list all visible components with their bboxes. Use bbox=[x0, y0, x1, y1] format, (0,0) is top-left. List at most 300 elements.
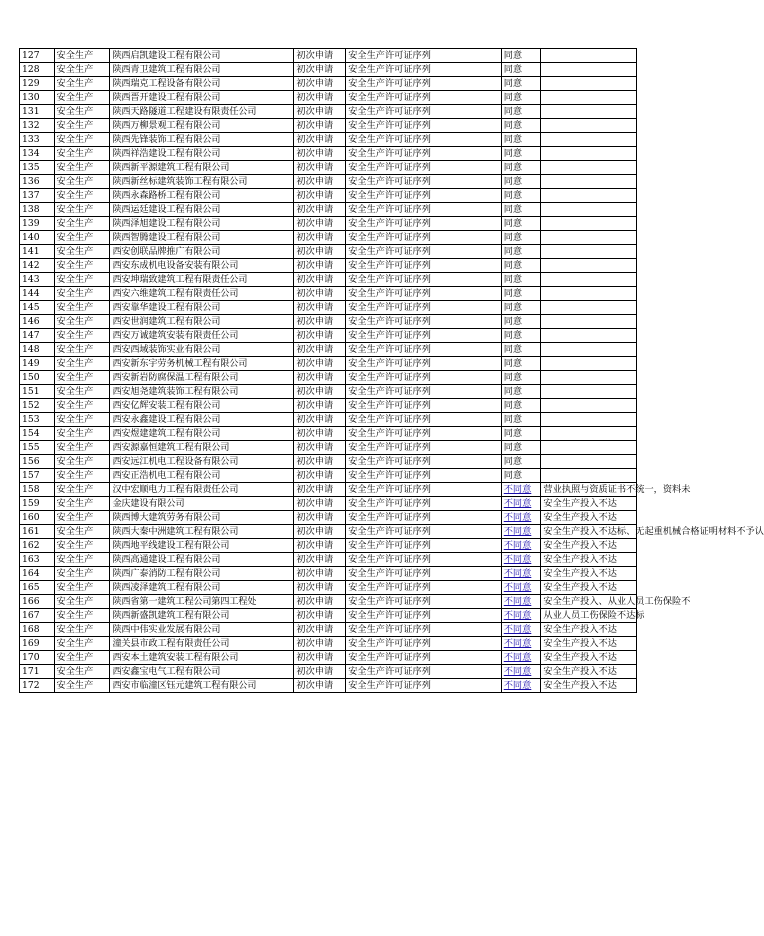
row-number: 129 bbox=[20, 77, 55, 91]
company-name-cell: 西安西域装饰实业有限公司 bbox=[110, 343, 294, 357]
note-cell bbox=[541, 119, 637, 133]
row-number: 167 bbox=[20, 609, 55, 623]
result-cell: 同意 bbox=[501, 49, 541, 63]
application-type-cell: 初次申请 bbox=[294, 273, 346, 287]
company-name-cell: 西安新岩防腐保温工程有限公司 bbox=[110, 371, 294, 385]
company-name-cell: 陕西凌泽建筑工程有限公司 bbox=[110, 581, 294, 595]
result-cell: 同意 bbox=[501, 203, 541, 217]
row-number: 134 bbox=[20, 147, 55, 161]
table-row bbox=[20, 189, 637, 203]
table-row bbox=[20, 651, 637, 665]
note-cell: 安全生产投入不达 bbox=[541, 511, 637, 525]
application-type-cell: 初次申请 bbox=[294, 203, 346, 217]
note-cell bbox=[541, 63, 637, 77]
category-cell: 安全生产 bbox=[54, 147, 110, 161]
application-type-cell: 初次申请 bbox=[294, 217, 346, 231]
result-cell: 不同意 bbox=[501, 595, 541, 609]
note-cell: 安全生产投入不达 bbox=[541, 651, 637, 665]
application-type-cell: 初次申请 bbox=[294, 329, 346, 343]
company-name-cell: 陕西省第一建筑工程公司第四工程处 bbox=[110, 595, 294, 609]
license-sequence-cell: 安全生产许可证序列 bbox=[346, 203, 502, 217]
company-name-cell: 陕西新丝标建筑装饰工程有限公司 bbox=[110, 175, 294, 189]
row-number: 149 bbox=[20, 357, 55, 371]
company-name-cell: 西安六维建筑工程有限责任公司 bbox=[110, 287, 294, 301]
row-number: 155 bbox=[20, 441, 55, 455]
note-cell bbox=[541, 49, 637, 63]
row-number: 158 bbox=[20, 483, 55, 497]
note-cell bbox=[541, 427, 637, 441]
application-type-cell: 初次申请 bbox=[294, 497, 346, 511]
application-type-cell: 初次申请 bbox=[294, 469, 346, 483]
application-type-cell: 初次申请 bbox=[294, 511, 346, 525]
category-cell: 安全生产 bbox=[54, 665, 110, 679]
result-cell: 同意 bbox=[501, 427, 541, 441]
application-type-cell: 初次申请 bbox=[294, 427, 346, 441]
license-sequence-cell: 安全生产许可证序列 bbox=[346, 147, 502, 161]
license-sequence-cell: 安全生产许可证序列 bbox=[346, 595, 502, 609]
note-cell: 安全生产投入不达 bbox=[541, 567, 637, 581]
result-cell: 同意 bbox=[501, 63, 541, 77]
application-type-cell: 初次申请 bbox=[294, 77, 346, 91]
company-name-cell: 西安旭尧建筑装饰工程有限公司 bbox=[110, 385, 294, 399]
company-name-cell: 西安永鑫建设工程有限公司 bbox=[110, 413, 294, 427]
category-cell: 安全生产 bbox=[54, 231, 110, 245]
application-type-cell: 初次申请 bbox=[294, 49, 346, 63]
note-cell bbox=[541, 343, 637, 357]
company-name-cell: 陕西瑞克工程设备有限公司 bbox=[110, 77, 294, 91]
application-type-cell: 初次申请 bbox=[294, 539, 346, 553]
note-cell bbox=[541, 301, 637, 315]
company-name-cell: 西安亿辉安装工程有限公司 bbox=[110, 399, 294, 413]
company-name-cell: 陕西青卫建筑工程有限公司 bbox=[110, 63, 294, 77]
table-row bbox=[20, 77, 637, 91]
table-row bbox=[20, 161, 637, 175]
license-sequence-cell: 安全生产许可证序列 bbox=[346, 665, 502, 679]
license-sequence-cell: 安全生产许可证序列 bbox=[346, 343, 502, 357]
row-number: 151 bbox=[20, 385, 55, 399]
company-name-cell: 陕西地平线建设工程有限公司 bbox=[110, 539, 294, 553]
category-cell: 安全生产 bbox=[54, 343, 110, 357]
license-sequence-cell: 安全生产许可证序列 bbox=[346, 609, 502, 623]
result-cell: 同意 bbox=[501, 119, 541, 133]
row-number: 170 bbox=[20, 651, 55, 665]
license-sequence-cell: 安全生产许可证序列 bbox=[346, 315, 502, 329]
category-cell: 安全生产 bbox=[54, 315, 110, 329]
license-sequence-cell: 安全生产许可证序列 bbox=[346, 259, 502, 273]
category-cell: 安全生产 bbox=[54, 161, 110, 175]
table-row bbox=[20, 567, 637, 581]
company-name-cell: 西安源嘉恒建筑工程有限公司 bbox=[110, 441, 294, 455]
note-cell: 安全生产投入、从业人员工伤保险不 bbox=[541, 595, 637, 609]
company-name-cell: 陕西祥浩建设工程有限公司 bbox=[110, 147, 294, 161]
company-name-cell: 陕西启凯建设工程有限公司 bbox=[110, 49, 294, 63]
result-cell: 不同意 bbox=[501, 581, 541, 595]
category-cell: 安全生产 bbox=[54, 385, 110, 399]
category-cell: 安全生产 bbox=[54, 441, 110, 455]
result-cell: 不同意 bbox=[501, 539, 541, 553]
note-cell: 安全生产投入不达 bbox=[541, 497, 637, 511]
note-cell bbox=[541, 315, 637, 329]
row-number: 160 bbox=[20, 511, 55, 525]
row-number: 146 bbox=[20, 315, 55, 329]
row-number: 156 bbox=[20, 455, 55, 469]
result-cell: 同意 bbox=[501, 455, 541, 469]
row-number: 130 bbox=[20, 91, 55, 105]
license-sequence-cell: 安全生产许可证序列 bbox=[346, 413, 502, 427]
table-row bbox=[20, 301, 637, 315]
note-cell bbox=[541, 413, 637, 427]
table-row bbox=[20, 553, 637, 567]
company-name-cell: 西安市临潼区钰元建筑工程有限公司 bbox=[110, 679, 294, 693]
license-sequence-cell: 安全生产许可证序列 bbox=[346, 427, 502, 441]
table-row bbox=[20, 245, 637, 259]
license-sequence-cell: 安全生产许可证序列 bbox=[346, 105, 502, 119]
note-cell: 安全生产投入不达 bbox=[541, 665, 637, 679]
license-sequence-cell: 安全生产许可证序列 bbox=[346, 637, 502, 651]
note-cell bbox=[541, 203, 637, 217]
table-row bbox=[20, 217, 637, 231]
result-cell: 同意 bbox=[501, 189, 541, 203]
category-cell: 安全生产 bbox=[54, 119, 110, 133]
application-type-cell: 初次申请 bbox=[294, 189, 346, 203]
application-type-cell: 初次申请 bbox=[294, 91, 346, 105]
result-cell: 同意 bbox=[501, 273, 541, 287]
application-type-cell: 初次申请 bbox=[294, 651, 346, 665]
category-cell: 安全生产 bbox=[54, 357, 110, 371]
result-cell: 同意 bbox=[501, 357, 541, 371]
application-type-cell: 初次申请 bbox=[294, 581, 346, 595]
result-cell: 同意 bbox=[501, 133, 541, 147]
license-sequence-cell: 安全生产许可证序列 bbox=[346, 371, 502, 385]
company-name-cell: 西安远江机电工程设备有限公司 bbox=[110, 455, 294, 469]
note-cell bbox=[541, 329, 637, 343]
category-cell: 安全生产 bbox=[54, 63, 110, 77]
result-cell: 不同意 bbox=[501, 511, 541, 525]
license-sequence-cell: 安全生产许可证序列 bbox=[346, 273, 502, 287]
license-sequence-cell: 安全生产许可证序列 bbox=[346, 497, 502, 511]
table-row bbox=[20, 441, 637, 455]
note-cell bbox=[541, 189, 637, 203]
license-sequence-cell: 安全生产许可证序列 bbox=[346, 469, 502, 483]
company-name-cell: 西安坤瑞致建筑工程有限责任公司 bbox=[110, 273, 294, 287]
table-row bbox=[20, 455, 637, 469]
table-row bbox=[20, 259, 637, 273]
company-name-cell: 陕西大秦中洲建筑工程有限公司 bbox=[110, 525, 294, 539]
result-cell: 同意 bbox=[501, 175, 541, 189]
license-sequence-cell: 安全生产许可证序列 bbox=[346, 63, 502, 77]
company-name-cell: 陕西新平源建筑工程有限公司 bbox=[110, 161, 294, 175]
license-sequence-cell: 安全生产许可证序列 bbox=[346, 441, 502, 455]
company-name-cell: 陕西晋开建设工程有限公司 bbox=[110, 91, 294, 105]
company-name-cell: 陕西广泰消防工程有限公司 bbox=[110, 567, 294, 581]
license-sequence-cell: 安全生产许可证序列 bbox=[346, 189, 502, 203]
row-number: 138 bbox=[20, 203, 55, 217]
category-cell: 安全生产 bbox=[54, 273, 110, 287]
result-cell: 不同意 bbox=[501, 483, 541, 497]
license-sequence-cell: 安全生产许可证序列 bbox=[346, 651, 502, 665]
row-number: 135 bbox=[20, 161, 55, 175]
table-row bbox=[20, 385, 637, 399]
company-name-cell: 陕西高通建设工程有限公司 bbox=[110, 553, 294, 567]
table-row bbox=[20, 203, 637, 217]
row-number: 127 bbox=[20, 49, 55, 63]
company-name-cell: 陕西先锋装饰工程有限公司 bbox=[110, 133, 294, 147]
approval-table-body bbox=[20, 49, 764, 693]
application-type-cell: 初次申请 bbox=[294, 301, 346, 315]
result-cell: 不同意 bbox=[501, 623, 541, 637]
license-sequence-cell: 安全生产许可证序列 bbox=[346, 217, 502, 231]
category-cell: 安全生产 bbox=[54, 469, 110, 483]
result-cell: 同意 bbox=[501, 91, 541, 105]
application-type-cell: 初次申请 bbox=[294, 371, 346, 385]
company-name-cell: 陕西运廷建设工程有限公司 bbox=[110, 203, 294, 217]
table-row bbox=[20, 175, 637, 189]
category-cell: 安全生产 bbox=[54, 595, 110, 609]
category-cell: 安全生产 bbox=[54, 553, 110, 567]
license-sequence-cell: 安全生产许可证序列 bbox=[346, 525, 502, 539]
company-name-cell: 潼关县市政工程有限责任公司 bbox=[110, 637, 294, 651]
row-number: 150 bbox=[20, 371, 55, 385]
note-cell: 安全生产投入不达 bbox=[541, 581, 637, 595]
row-number: 153 bbox=[20, 413, 55, 427]
category-cell: 安全生产 bbox=[54, 427, 110, 441]
table-row bbox=[20, 511, 637, 525]
result-cell: 同意 bbox=[501, 399, 541, 413]
table-row bbox=[20, 329, 637, 343]
category-cell: 安全生产 bbox=[54, 609, 110, 623]
application-type-cell: 初次申请 bbox=[294, 637, 346, 651]
note-cell bbox=[541, 105, 637, 119]
row-number: 159 bbox=[20, 497, 55, 511]
row-number: 137 bbox=[20, 189, 55, 203]
license-sequence-cell: 安全生产许可证序列 bbox=[346, 567, 502, 581]
table-row bbox=[20, 399, 637, 413]
note-cell bbox=[541, 217, 637, 231]
category-cell: 安全生产 bbox=[54, 217, 110, 231]
company-name-cell: 陕西智腾建设工程有限公司 bbox=[110, 231, 294, 245]
table-row bbox=[20, 609, 637, 623]
row-number: 143 bbox=[20, 273, 55, 287]
row-number: 147 bbox=[20, 329, 55, 343]
application-type-cell: 初次申请 bbox=[294, 357, 346, 371]
approval-table bbox=[19, 48, 764, 693]
application-type-cell: 初次申请 bbox=[294, 147, 346, 161]
category-cell: 安全生产 bbox=[54, 567, 110, 581]
category-cell: 安全生产 bbox=[54, 637, 110, 651]
note-cell bbox=[541, 371, 637, 385]
category-cell: 安全生产 bbox=[54, 399, 110, 413]
note-cell bbox=[541, 385, 637, 399]
application-type-cell: 初次申请 bbox=[294, 455, 346, 469]
license-sequence-cell: 安全生产许可证序列 bbox=[346, 287, 502, 301]
application-type-cell: 初次申请 bbox=[294, 119, 346, 133]
result-cell: 同意 bbox=[501, 77, 541, 91]
table-row bbox=[20, 679, 637, 693]
row-number: 162 bbox=[20, 539, 55, 553]
note-cell bbox=[541, 175, 637, 189]
company-name-cell: 陕西中伟实业发展有限公司 bbox=[110, 623, 294, 637]
row-number: 169 bbox=[20, 637, 55, 651]
result-cell: 同意 bbox=[501, 329, 541, 343]
license-sequence-cell: 安全生产许可证序列 bbox=[346, 77, 502, 91]
row-number: 142 bbox=[20, 259, 55, 273]
table-row bbox=[20, 539, 637, 553]
application-type-cell: 初次申请 bbox=[294, 245, 346, 259]
application-type-cell: 初次申请 bbox=[294, 525, 346, 539]
row-number: 152 bbox=[20, 399, 55, 413]
license-sequence-cell: 安全生产许可证序列 bbox=[346, 581, 502, 595]
application-type-cell: 初次申请 bbox=[294, 413, 346, 427]
license-sequence-cell: 安全生产许可证序列 bbox=[346, 91, 502, 105]
category-cell: 安全生产 bbox=[54, 133, 110, 147]
company-name-cell: 金庆建设有限公司 bbox=[110, 497, 294, 511]
result-cell: 不同意 bbox=[501, 665, 541, 679]
result-cell: 同意 bbox=[501, 245, 541, 259]
application-type-cell: 初次申请 bbox=[294, 343, 346, 357]
result-cell: 同意 bbox=[501, 413, 541, 427]
license-sequence-cell: 安全生产许可证序列 bbox=[346, 399, 502, 413]
note-cell: 从业人员工伤保险不达标 bbox=[541, 609, 637, 623]
result-cell: 同意 bbox=[501, 105, 541, 119]
application-type-cell: 初次申请 bbox=[294, 553, 346, 567]
row-number: 133 bbox=[20, 133, 55, 147]
result-cell: 同意 bbox=[501, 371, 541, 385]
result-cell: 不同意 bbox=[501, 679, 541, 693]
license-sequence-cell: 安全生产许可证序列 bbox=[346, 161, 502, 175]
application-type-cell: 初次申请 bbox=[294, 315, 346, 329]
category-cell: 安全生产 bbox=[54, 539, 110, 553]
row-number: 157 bbox=[20, 469, 55, 483]
result-cell: 同意 bbox=[501, 343, 541, 357]
result-cell: 不同意 bbox=[501, 567, 541, 581]
category-cell: 安全生产 bbox=[54, 91, 110, 105]
license-sequence-cell: 安全生产许可证序列 bbox=[346, 385, 502, 399]
license-sequence-cell: 安全生产许可证序列 bbox=[346, 539, 502, 553]
row-number: 144 bbox=[20, 287, 55, 301]
application-type-cell: 初次申请 bbox=[294, 231, 346, 245]
company-name-cell: 陕西新盛凯建筑工程有限公司 bbox=[110, 609, 294, 623]
category-cell: 安全生产 bbox=[54, 371, 110, 385]
table-row bbox=[20, 357, 637, 371]
row-number: 154 bbox=[20, 427, 55, 441]
company-name-cell: 陕西天路隧道工程建设有限责任公司 bbox=[110, 105, 294, 119]
result-cell: 不同意 bbox=[501, 609, 541, 623]
row-number: 128 bbox=[20, 63, 55, 77]
company-name-cell: 西安煜建建筑工程有限公司 bbox=[110, 427, 294, 441]
application-type-cell: 初次申请 bbox=[294, 385, 346, 399]
result-cell: 同意 bbox=[501, 287, 541, 301]
table-row bbox=[20, 287, 637, 301]
application-type-cell: 初次申请 bbox=[294, 623, 346, 637]
category-cell: 安全生产 bbox=[54, 259, 110, 273]
license-sequence-cell: 安全生产许可证序列 bbox=[346, 133, 502, 147]
note-cell bbox=[541, 287, 637, 301]
license-sequence-cell: 安全生产许可证序列 bbox=[346, 357, 502, 371]
note-cell: 安全生产投入不达 bbox=[541, 637, 637, 651]
license-sequence-cell: 安全生产许可证序列 bbox=[346, 679, 502, 693]
company-name-cell: 西安鑫宝电气工程有限公司 bbox=[110, 665, 294, 679]
note-cell bbox=[541, 469, 637, 483]
category-cell: 安全生产 bbox=[54, 105, 110, 119]
application-type-cell: 初次申请 bbox=[294, 161, 346, 175]
note-cell bbox=[541, 441, 637, 455]
note-cell bbox=[541, 259, 637, 273]
company-name-cell: 西安万诚建筑安装有限责任公司 bbox=[110, 329, 294, 343]
license-sequence-cell: 安全生产许可证序列 bbox=[346, 231, 502, 245]
application-type-cell: 初次申请 bbox=[294, 609, 346, 623]
result-cell: 同意 bbox=[501, 259, 541, 273]
result-cell: 不同意 bbox=[501, 651, 541, 665]
category-cell: 安全生产 bbox=[54, 287, 110, 301]
category-cell: 安全生产 bbox=[54, 189, 110, 203]
application-type-cell: 初次申请 bbox=[294, 483, 346, 497]
category-cell: 安全生产 bbox=[54, 581, 110, 595]
application-type-cell: 初次申请 bbox=[294, 441, 346, 455]
application-type-cell: 初次申请 bbox=[294, 287, 346, 301]
table-row bbox=[20, 623, 637, 637]
note-cell bbox=[541, 455, 637, 469]
category-cell: 安全生产 bbox=[54, 203, 110, 217]
company-name-cell: 西安靠华建设工程有限公司 bbox=[110, 301, 294, 315]
application-type-cell: 初次申请 bbox=[294, 567, 346, 581]
category-cell: 安全生产 bbox=[54, 175, 110, 189]
result-cell: 不同意 bbox=[501, 525, 541, 539]
note-cell: 安全生产投入不达 bbox=[541, 553, 637, 567]
result-cell: 同意 bbox=[501, 231, 541, 245]
category-cell: 安全生产 bbox=[54, 525, 110, 539]
result-cell: 同意 bbox=[501, 217, 541, 231]
table-row bbox=[20, 133, 637, 147]
table-row bbox=[20, 497, 637, 511]
category-cell: 安全生产 bbox=[54, 49, 110, 63]
license-sequence-cell: 安全生产许可证序列 bbox=[346, 511, 502, 525]
note-cell bbox=[541, 133, 637, 147]
table-row bbox=[20, 665, 637, 679]
note-cell bbox=[541, 231, 637, 245]
application-type-cell: 初次申请 bbox=[294, 665, 346, 679]
license-sequence-cell: 安全生产许可证序列 bbox=[346, 175, 502, 189]
row-number: 139 bbox=[20, 217, 55, 231]
table-row bbox=[20, 119, 637, 133]
license-sequence-cell: 安全生产许可证序列 bbox=[346, 455, 502, 469]
note-cell bbox=[541, 245, 637, 259]
result-cell: 同意 bbox=[501, 385, 541, 399]
table-row bbox=[20, 595, 637, 609]
note-cell bbox=[541, 91, 637, 105]
table-row bbox=[20, 427, 637, 441]
table-row bbox=[20, 63, 637, 77]
note-cell bbox=[541, 77, 637, 91]
note-cell: 安全生产投入不达 bbox=[541, 539, 637, 553]
company-name-cell: 陕西永森路桥工程有限公司 bbox=[110, 189, 294, 203]
row-number: 145 bbox=[20, 301, 55, 315]
table-row bbox=[20, 315, 637, 329]
result-cell: 不同意 bbox=[501, 637, 541, 651]
row-number: 131 bbox=[20, 105, 55, 119]
company-name-cell: 陕西万柳景观工程有限公司 bbox=[110, 119, 294, 133]
table-row bbox=[20, 413, 637, 427]
application-type-cell: 初次申请 bbox=[294, 63, 346, 77]
row-number: 166 bbox=[20, 595, 55, 609]
row-number: 161 bbox=[20, 525, 55, 539]
note-cell bbox=[541, 273, 637, 287]
company-name-cell: 陕西博大建筑劳务有限公司 bbox=[110, 511, 294, 525]
table-row bbox=[20, 105, 637, 119]
table-row bbox=[20, 49, 637, 63]
row-number: 164 bbox=[20, 567, 55, 581]
note-cell: 营业执照与资质证书不统一，资料未 bbox=[541, 483, 637, 497]
table-row bbox=[20, 483, 637, 497]
